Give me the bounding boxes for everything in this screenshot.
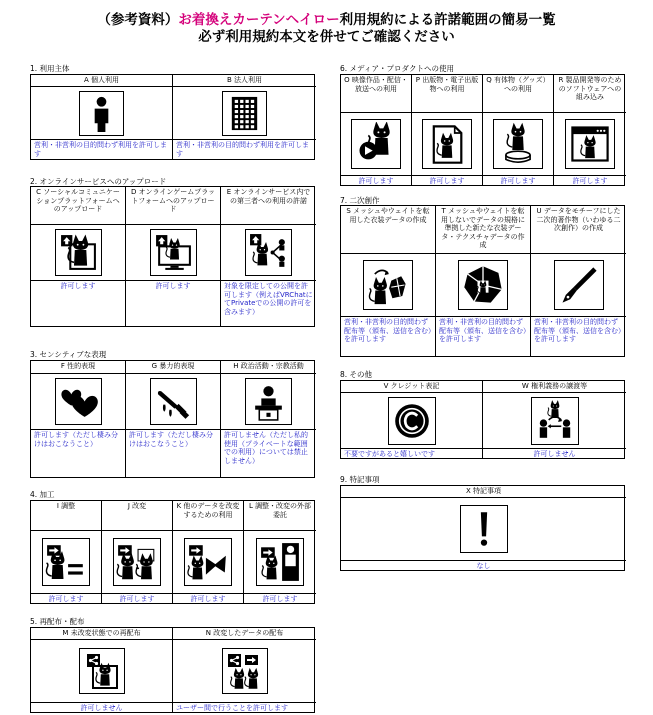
item-status: なし bbox=[341, 560, 626, 571]
section-table bbox=[30, 360, 315, 478]
hearts-icon bbox=[55, 378, 102, 425]
license-item bbox=[341, 381, 483, 458]
document-subtitle: 必ず利用規約本文を併せてご確認ください bbox=[198, 29, 455, 45]
item-label: R 製品開発等のためのソフトウェアへの組み込み bbox=[554, 76, 626, 113]
item-label: N 改変したデータの配布 bbox=[173, 629, 316, 640]
item-label: H 政治活動・宗教活動 bbox=[221, 362, 316, 374]
item-label: J 改変 bbox=[102, 502, 172, 531]
redistribute-icon bbox=[79, 648, 125, 694]
item-label: A 個人利用 bbox=[31, 76, 172, 87]
pen-nib-icon bbox=[554, 260, 604, 310]
item-status: 許可します bbox=[412, 175, 482, 186]
item-label: Q 有体物（グッズ）への利用 bbox=[483, 76, 553, 113]
adjust-equals-icon bbox=[42, 538, 90, 586]
license-item bbox=[102, 501, 173, 603]
person-icon bbox=[79, 91, 124, 136]
item-status: 不要ですがあると嬉しいです bbox=[341, 448, 482, 459]
section-table bbox=[30, 627, 315, 713]
section-title: 2. オンラインサービスへのアップロード bbox=[30, 177, 167, 186]
section-table bbox=[340, 74, 625, 186]
license-item bbox=[341, 486, 626, 570]
license-item bbox=[531, 206, 626, 356]
exclamation-icon bbox=[460, 505, 508, 553]
license-item bbox=[221, 361, 316, 477]
license-item bbox=[244, 501, 316, 603]
license-item bbox=[341, 206, 436, 356]
item-label: M 未改変状態での再配布 bbox=[31, 629, 172, 640]
cloth-cat-icon bbox=[458, 260, 508, 310]
outsource-person-icon bbox=[256, 538, 304, 586]
share-to-third-party-icon bbox=[245, 229, 292, 276]
license-item bbox=[173, 628, 316, 712]
speaker-podium-icon bbox=[245, 378, 292, 425]
item-status: 許可します bbox=[554, 175, 626, 186]
item-label: V クレジット表記 bbox=[341, 382, 482, 393]
section-title: 8. その他 bbox=[340, 370, 373, 379]
section-table bbox=[340, 380, 625, 459]
video-cat-icon bbox=[351, 119, 401, 169]
section-title: 6. メディア・プロダクトへの使用 bbox=[340, 64, 454, 73]
section-table bbox=[30, 74, 315, 160]
license-item bbox=[126, 361, 221, 477]
redistribute-modified-icon bbox=[222, 648, 268, 694]
item-status: 許可します bbox=[31, 593, 101, 604]
item-label: C ソーシャルコミュニケーションプラットフォームへのアップロード bbox=[31, 188, 125, 225]
building-icon bbox=[222, 91, 267, 136]
modify-cats-icon bbox=[113, 538, 161, 586]
product-name: お着換えカーテンヘイロー bbox=[178, 12, 340, 28]
software-window-icon bbox=[565, 119, 615, 169]
section-title: 1. 利用主体 bbox=[30, 64, 70, 73]
item-status: 営利・非営利の目的問わず配布等（頒布、送信を含む）を許可します bbox=[531, 316, 626, 357]
section-table bbox=[340, 205, 625, 357]
item-status: 許可します bbox=[31, 280, 125, 327]
item-label: O 映像作品・配信・放送への利用 bbox=[341, 76, 411, 113]
license-item bbox=[31, 628, 173, 712]
item-status: 営利・非営利の目的問わず利用を許可します bbox=[173, 139, 316, 160]
item-label: B 法人利用 bbox=[173, 76, 316, 87]
item-label: G 暴力的表現 bbox=[126, 362, 220, 374]
item-status: 対象を限定しての公開を許可します（例えばVRChatにてPrivateでの公開の許可を含みます） bbox=[221, 280, 316, 327]
item-label: F 性的表現 bbox=[31, 362, 125, 374]
license-item bbox=[126, 187, 221, 326]
item-label: P 出版物・電子出版物への利用 bbox=[412, 76, 482, 113]
license-item bbox=[173, 501, 244, 603]
item-label: K 他のデータを改変するための利用 bbox=[173, 502, 243, 531]
item-status: 営利・非営利の目的問わず利用を許可します bbox=[31, 139, 172, 160]
document-cat-icon bbox=[422, 119, 472, 169]
bloody-knife-icon bbox=[150, 378, 197, 425]
item-status: 許可します bbox=[483, 175, 553, 186]
cat-cloth-arrow-icon bbox=[363, 260, 413, 310]
item-label: U データをモチーフにした二次的著作物（いわゆる二次創作）の作成 bbox=[531, 207, 626, 254]
item-status: 許可します（ただし棲み分けはおこなうこと） bbox=[31, 429, 125, 478]
item-status: 許可します bbox=[244, 593, 316, 604]
license-item bbox=[412, 75, 483, 185]
license-item bbox=[31, 361, 126, 477]
item-status: 営利・非営利の目的問わず配布等（頒布、送信を含む）を許可します bbox=[341, 316, 435, 357]
cat-bow-icon bbox=[184, 538, 232, 586]
item-status: ユーザー間で行うことを許可します bbox=[173, 702, 316, 713]
item-label: S メッシュやウェイトを転用した衣装データの作成 bbox=[341, 207, 435, 254]
section-table bbox=[30, 186, 315, 327]
transfer-rights-icon bbox=[531, 397, 579, 445]
item-label: I 調整 bbox=[31, 502, 101, 531]
item-status: 許可しません bbox=[31, 702, 172, 713]
upload-game-platform-icon bbox=[150, 229, 197, 276]
copyright-icon bbox=[388, 397, 436, 445]
section-table bbox=[30, 500, 315, 604]
license-item bbox=[483, 381, 626, 458]
license-item bbox=[436, 206, 531, 356]
figure-cat-icon bbox=[493, 119, 543, 169]
license-item bbox=[31, 75, 173, 159]
license-item bbox=[483, 75, 554, 185]
license-item bbox=[31, 501, 102, 603]
section-title: 4. 加工 bbox=[30, 490, 55, 499]
item-status: 許可します（ただし棲み分けはおこなうこと） bbox=[126, 429, 220, 478]
section-title: 9. 特記事項 bbox=[340, 475, 380, 484]
item-label: D オンラインゲームプラットフォームへのアップロード bbox=[126, 188, 220, 225]
item-label: X 特記事項 bbox=[341, 487, 626, 498]
license-item bbox=[554, 75, 626, 185]
item-label: E オンラインサービス内での第三者への利用の許諾 bbox=[221, 188, 316, 225]
license-item bbox=[31, 187, 126, 326]
license-item bbox=[221, 187, 316, 326]
item-status: 許可します bbox=[173, 593, 243, 604]
section-table bbox=[340, 485, 625, 571]
title-prefix: （参考資料） bbox=[97, 12, 179, 28]
item-status: 許可します bbox=[102, 593, 172, 604]
license-item bbox=[341, 75, 412, 185]
section-title: 7. 二次創作 bbox=[340, 196, 380, 205]
item-label: T メッシュやウェイトを転用しないでデータの規格に準拠した新たな衣装データ・テクスチャデータの作成 bbox=[436, 207, 530, 254]
item-status: 許可しません bbox=[483, 448, 626, 459]
title-suffix: 利用規約による許諾範囲の簡易一覧 bbox=[339, 12, 556, 28]
item-label: W 権利義務の譲渡等 bbox=[483, 382, 626, 393]
section-title: 3. センシティブな表現 bbox=[30, 350, 107, 359]
item-status: 許可しません（ただし私的使用（プライベートな範囲での利用）については禁止しません） bbox=[221, 429, 316, 478]
item-status: 営利・非営利の目的問わず配布等（頒布、送信を含む）を許可します bbox=[436, 316, 530, 357]
item-status: 許可します bbox=[126, 280, 220, 327]
item-status: 許可します bbox=[341, 175, 411, 186]
item-label: L 調整・改変の外部委託 bbox=[244, 502, 316, 531]
license-item bbox=[173, 75, 316, 159]
upload-sns-icon bbox=[55, 229, 102, 276]
section-title: 5. 再配布・配布 bbox=[30, 617, 85, 626]
